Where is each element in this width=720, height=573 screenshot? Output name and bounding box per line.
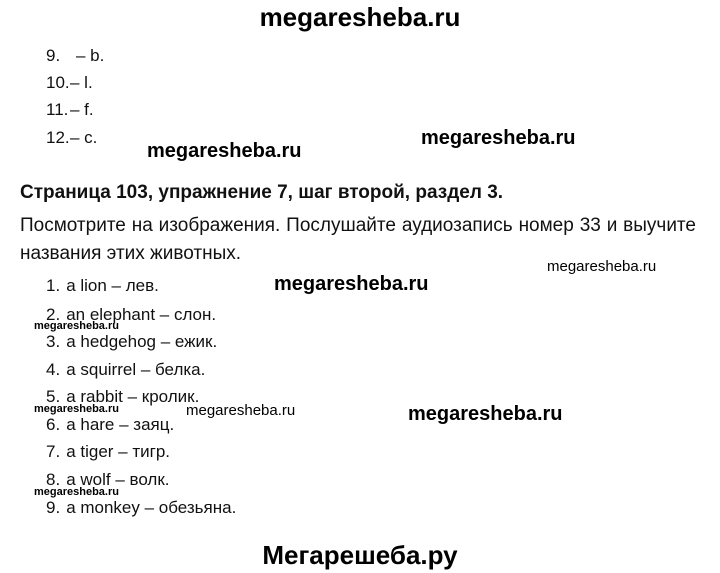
- item-text: – b.: [76, 46, 105, 65]
- item-text: a wolf – волк.: [66, 470, 170, 489]
- item-number: 5.: [46, 387, 61, 406]
- item-text: an elephant – слон.: [66, 305, 217, 324]
- list-item: [46, 415, 174, 435]
- item-number: 1.: [46, 276, 61, 295]
- item-text: – c.: [70, 128, 98, 147]
- item-number: 10.: [46, 73, 70, 92]
- watermark: megaresheba.ru: [34, 403, 119, 415]
- item-text: – l.: [70, 73, 93, 92]
- watermark: megaresheba.ru: [547, 258, 657, 275]
- item-text: – f.: [70, 100, 94, 119]
- item-number: 6.: [46, 415, 61, 434]
- list-item: [46, 360, 205, 380]
- item-text: a hedgehog – ежик.: [66, 332, 218, 351]
- list-item: [46, 128, 97, 148]
- footer-watermark: Мегарешеба.ру: [262, 540, 458, 570]
- item-number: 7.: [46, 442, 61, 461]
- watermark: megaresheba.ru: [186, 402, 296, 419]
- item-text: a lion – лев.: [66, 276, 159, 295]
- list-item: [46, 332, 217, 352]
- item-text: a hare – заяц.: [66, 415, 175, 434]
- section-heading: Страница 103, упражнение 7, шаг второй, раздел 3.: [20, 182, 504, 203]
- item-text: a rabbit – кролик.: [66, 387, 200, 406]
- list-item: [46, 276, 159, 296]
- item-text: a monkey – обезьяна.: [66, 498, 237, 517]
- header-watermark: megaresheba.ru: [259, 2, 461, 32]
- watermark: megaresheba.ru: [34, 486, 119, 498]
- instruction-paragraph: Посмотрите на изображения. Послушайте аудиозапись номер 33 и выучите названия этих животных.: [20, 215, 696, 264]
- item-text: a squirrel – белка.: [66, 360, 206, 379]
- list-item: [46, 73, 93, 93]
- list-item: [46, 442, 170, 462]
- item-number: 12.: [46, 128, 70, 147]
- watermark: megaresheba.ru: [408, 403, 563, 425]
- list-item: [46, 100, 94, 120]
- item-number: 3.: [46, 332, 61, 351]
- watermark: megaresheba.ru: [147, 140, 302, 162]
- list-item: [46, 498, 236, 518]
- item-text: a tiger – тигр.: [66, 442, 170, 461]
- watermark: megaresheba.ru: [34, 320, 119, 332]
- item-number: 9.: [46, 498, 61, 517]
- item-number: 9.: [46, 46, 61, 65]
- item-number: 2.: [46, 305, 61, 324]
- list-item: [46, 46, 104, 66]
- item-number: 4.: [46, 360, 61, 379]
- item-number: 11.: [46, 100, 69, 119]
- item-number: 8.: [46, 470, 61, 489]
- watermark: megaresheba.ru: [421, 127, 576, 149]
- watermark: megaresheba.ru: [274, 273, 429, 295]
